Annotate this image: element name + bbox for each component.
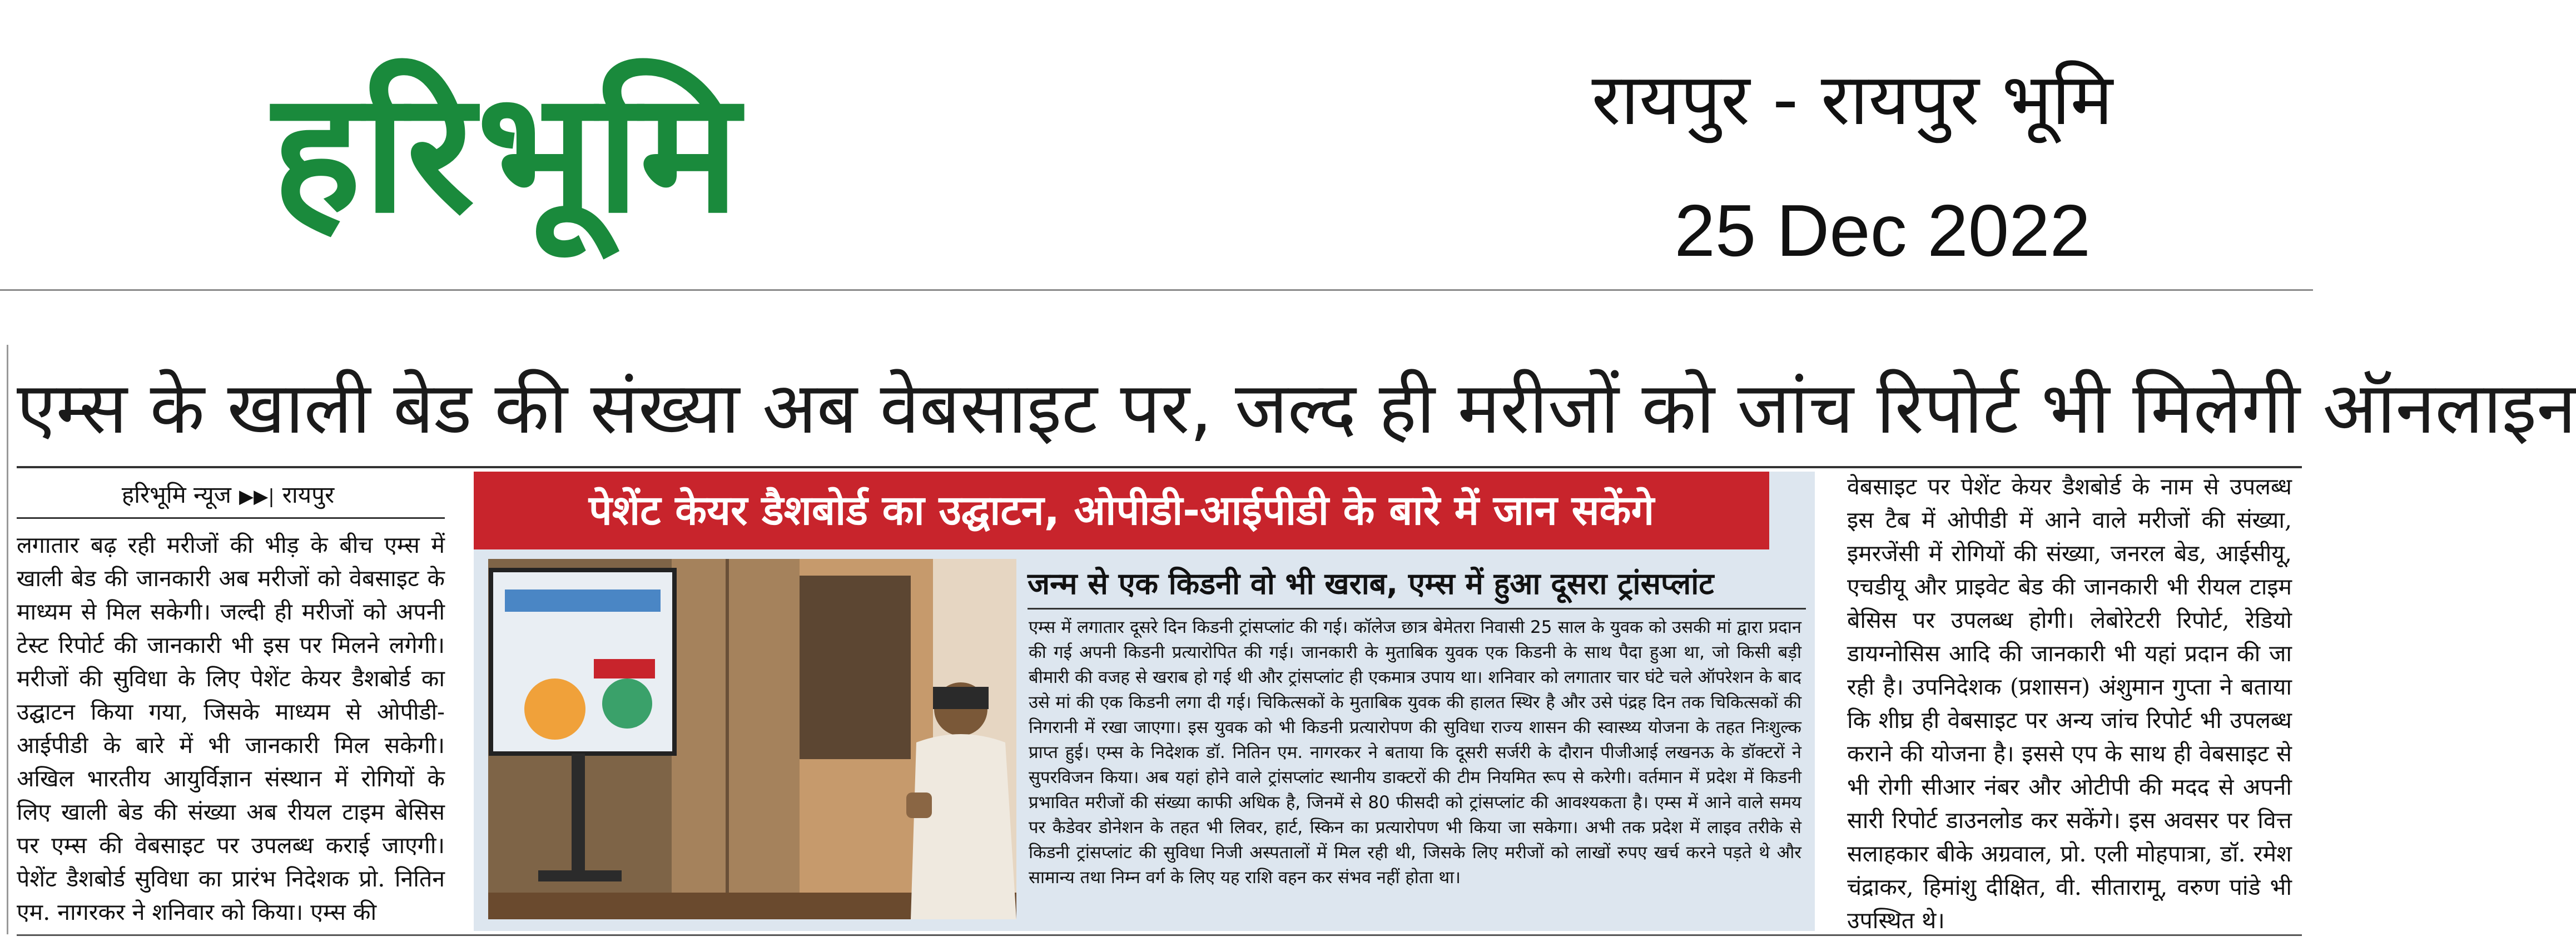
header-divider — [0, 289, 2313, 291]
bottom-divider — [17, 934, 2302, 936]
article-headline: एम्स के खाली बेड की संख्या अब वेबसाइट पर, जल्द ही मरीजों को जांच रिपोर्ट भी मिलेगी ऑनलाइन — [17, 367, 2576, 450]
byline-divider — [17, 517, 445, 519]
headline-underline — [17, 466, 2302, 468]
article-body-right: वेबसाइट पर पेशेंट केयर डैशबोर्ड के नाम से उपलब्ध इस टैब में ओपीडी में आने वाले मरीजों की संख्या, इमरजेंसी में रोगियों की संख्या, जनरल बेड, आईसीयू, एचडीयू और प्राइवेट बेड की जानकारी भी रीयल टाइम बेसिस पर उपलब्ध होगी। लेबोरेटरी रिपोर्ट, रेडियो डायग्नोसिस आदि की जानकारी भी यहां प्रदान की जा रही है। उपनिदेशक (प्रशासन) अंशुमान गुप्ता ने बताया कि शीघ्र ही वेबसाइट पर अन्य जांच रिपोर्ट भी उपलब्ध कराने की योजना है। इससे एप के साथ ही वेबसाइट से भी रोगी सीआर नंबर और ओटीपी की मदद से अपनी सारी रिपोर्ट डाउनलोड कर सकेंगे। इस अवसर पर वित्त सलाहकार बीके अग्रवाल, प्रो. एली मोहपात्रा, डॉ. रमेश चंद्राकर, हिमांशु दीक्षित, वी. सीतारामू, वरुण पांडे भी उपस्थित थे। — [1847, 473, 2292, 934]
left-margin-rule — [7, 345, 8, 934]
news-photo — [488, 559, 1016, 919]
byline-source: हरिभूमि न्यूज — [121, 481, 231, 508]
sidebar-story-headline: जन्म से एक किडनी वो भी खराब, एम्स में हुआ दूसरा ट्रांसप्लांट — [1028, 566, 1714, 601]
news-photo-illustration — [488, 559, 1016, 919]
byline — [17, 473, 439, 517]
article-body-left: लगातार बढ़ रही मरीजों की भीड़ के बीच एम्स में खाली बेड की जानकारी अब मरीजों को वेबसाइट के माध्यम से मिल सकेगी। जल्दी ही मरीजों को अपनी टेस्ट रिपोर्ट की जानकारी भी इस पर मिलने लगेगी। मरीजों की सुविधा के लिए पेशेंट केयर डैशबोर्ड का उद्घाटन किया गया, जिसके माध्यम से ओपीडी-आईपीडी के बारे में भी जानकारी मिल सकेगी। अखिल भारतीय आयुर्विज्ञान संस्थान में रोगियों के लिए खाली बेड की संख्या अब रीयल टाइम बेसिस पर एम्स की वेबसाइट पर उपलब्ध कराई जाएगी। पेशेंट डैशबोर्ड सुविधा का प्रारंभ निदेशक प्रो. नितिन एम. नागरकर ने शनिवार को किया। एम्स की — [17, 532, 445, 925]
sidebar-story-body: एम्स में लगातार दूसरे दिन किडनी ट्रांसप्लांट की गई। कॉलेज छात्र बेमेतरा निवासी 25 साल के युवक को उसकी मां द्वारा प्रदान की गई अपनी किडनी प्रत्यारोपित की गई। जानकारी के मुताबिक युवक एक किडनी के साथ पैदा हुआ था, जो किसी बड़ी बीमारी की वजह से खराब हो गई थी और ट्रांसप्लांट ही एकमात्र उपाय था। शनिवार को लगातार चार घंटे चले ऑपरेशन के बाद उसे मां की एक किडनी लगा दी गई। चिकित्सकों के मुताबिक युवक की हालत स्थिर है और उसे पंद्रह दिन तक चिकित्सकों की निगरानी में रखा जाएगा। इस युवक को भी किडनी प्रत्यारोपण की सुविधा राज्य शासन की स्वास्थ्य योजना के तहत निःशुल्क प्राप्त हुई। एम्स के निदेशक डॉ. नितिन एम. नागरकर ने बताया कि दूसरी सर्जरी के दौरान पीजीआई लखनऊ के डॉक्टरों ने सुपरविजन किया। अब यहां होने वाले ट्रांसप्लांट स्थानीय डाक्टरों की टीम नियमित रूप से करेगी। वर्तमान में प्रदेश में किडनी प्रभावित मरीजों की संख्या काफी अधिक है, जिनमें से 80 फीसदी को ट्रांसप्लांट की आवश्यकता है। एम्स में आने वाले समय पर कैडेवर डोनेशन के तहत भी लिवर, हार्ट, स्किन का प्रत्यारोपण भी किया जा सकेगा। अभी तक प्रदेश में लाइव तरीके से किडनी ट्रांसप्लांट की सुविधा निजी अस्पतालों में मिल रही थी, जिसके लिए मरीजों को लाखों रुपए खर्च करने पड़ते थे और सामान्य तथा निम्न वर्ग के लिए यह राशि वहन कर संभव नहीं होता था। — [1029, 617, 1801, 888]
feature-red-banner: पेशेंट केयर डैशबोर्ड का उद्घाटन, ओपीडी-आईपीडी के बारे में जान सकेंगे — [474, 472, 1769, 549]
byline-city: रायपुर — [282, 481, 335, 508]
edition-date: 25 Dec 2022 — [1674, 190, 2091, 271]
byline-arrows-icon: ▶▶| — [239, 486, 275, 508]
edition-name: रायपुर - रायपुर भूमि — [1591, 58, 2113, 141]
sidebar-story-divider — [1028, 608, 1806, 610]
masthead-logo: हरिभूमि — [272, 56, 742, 250]
